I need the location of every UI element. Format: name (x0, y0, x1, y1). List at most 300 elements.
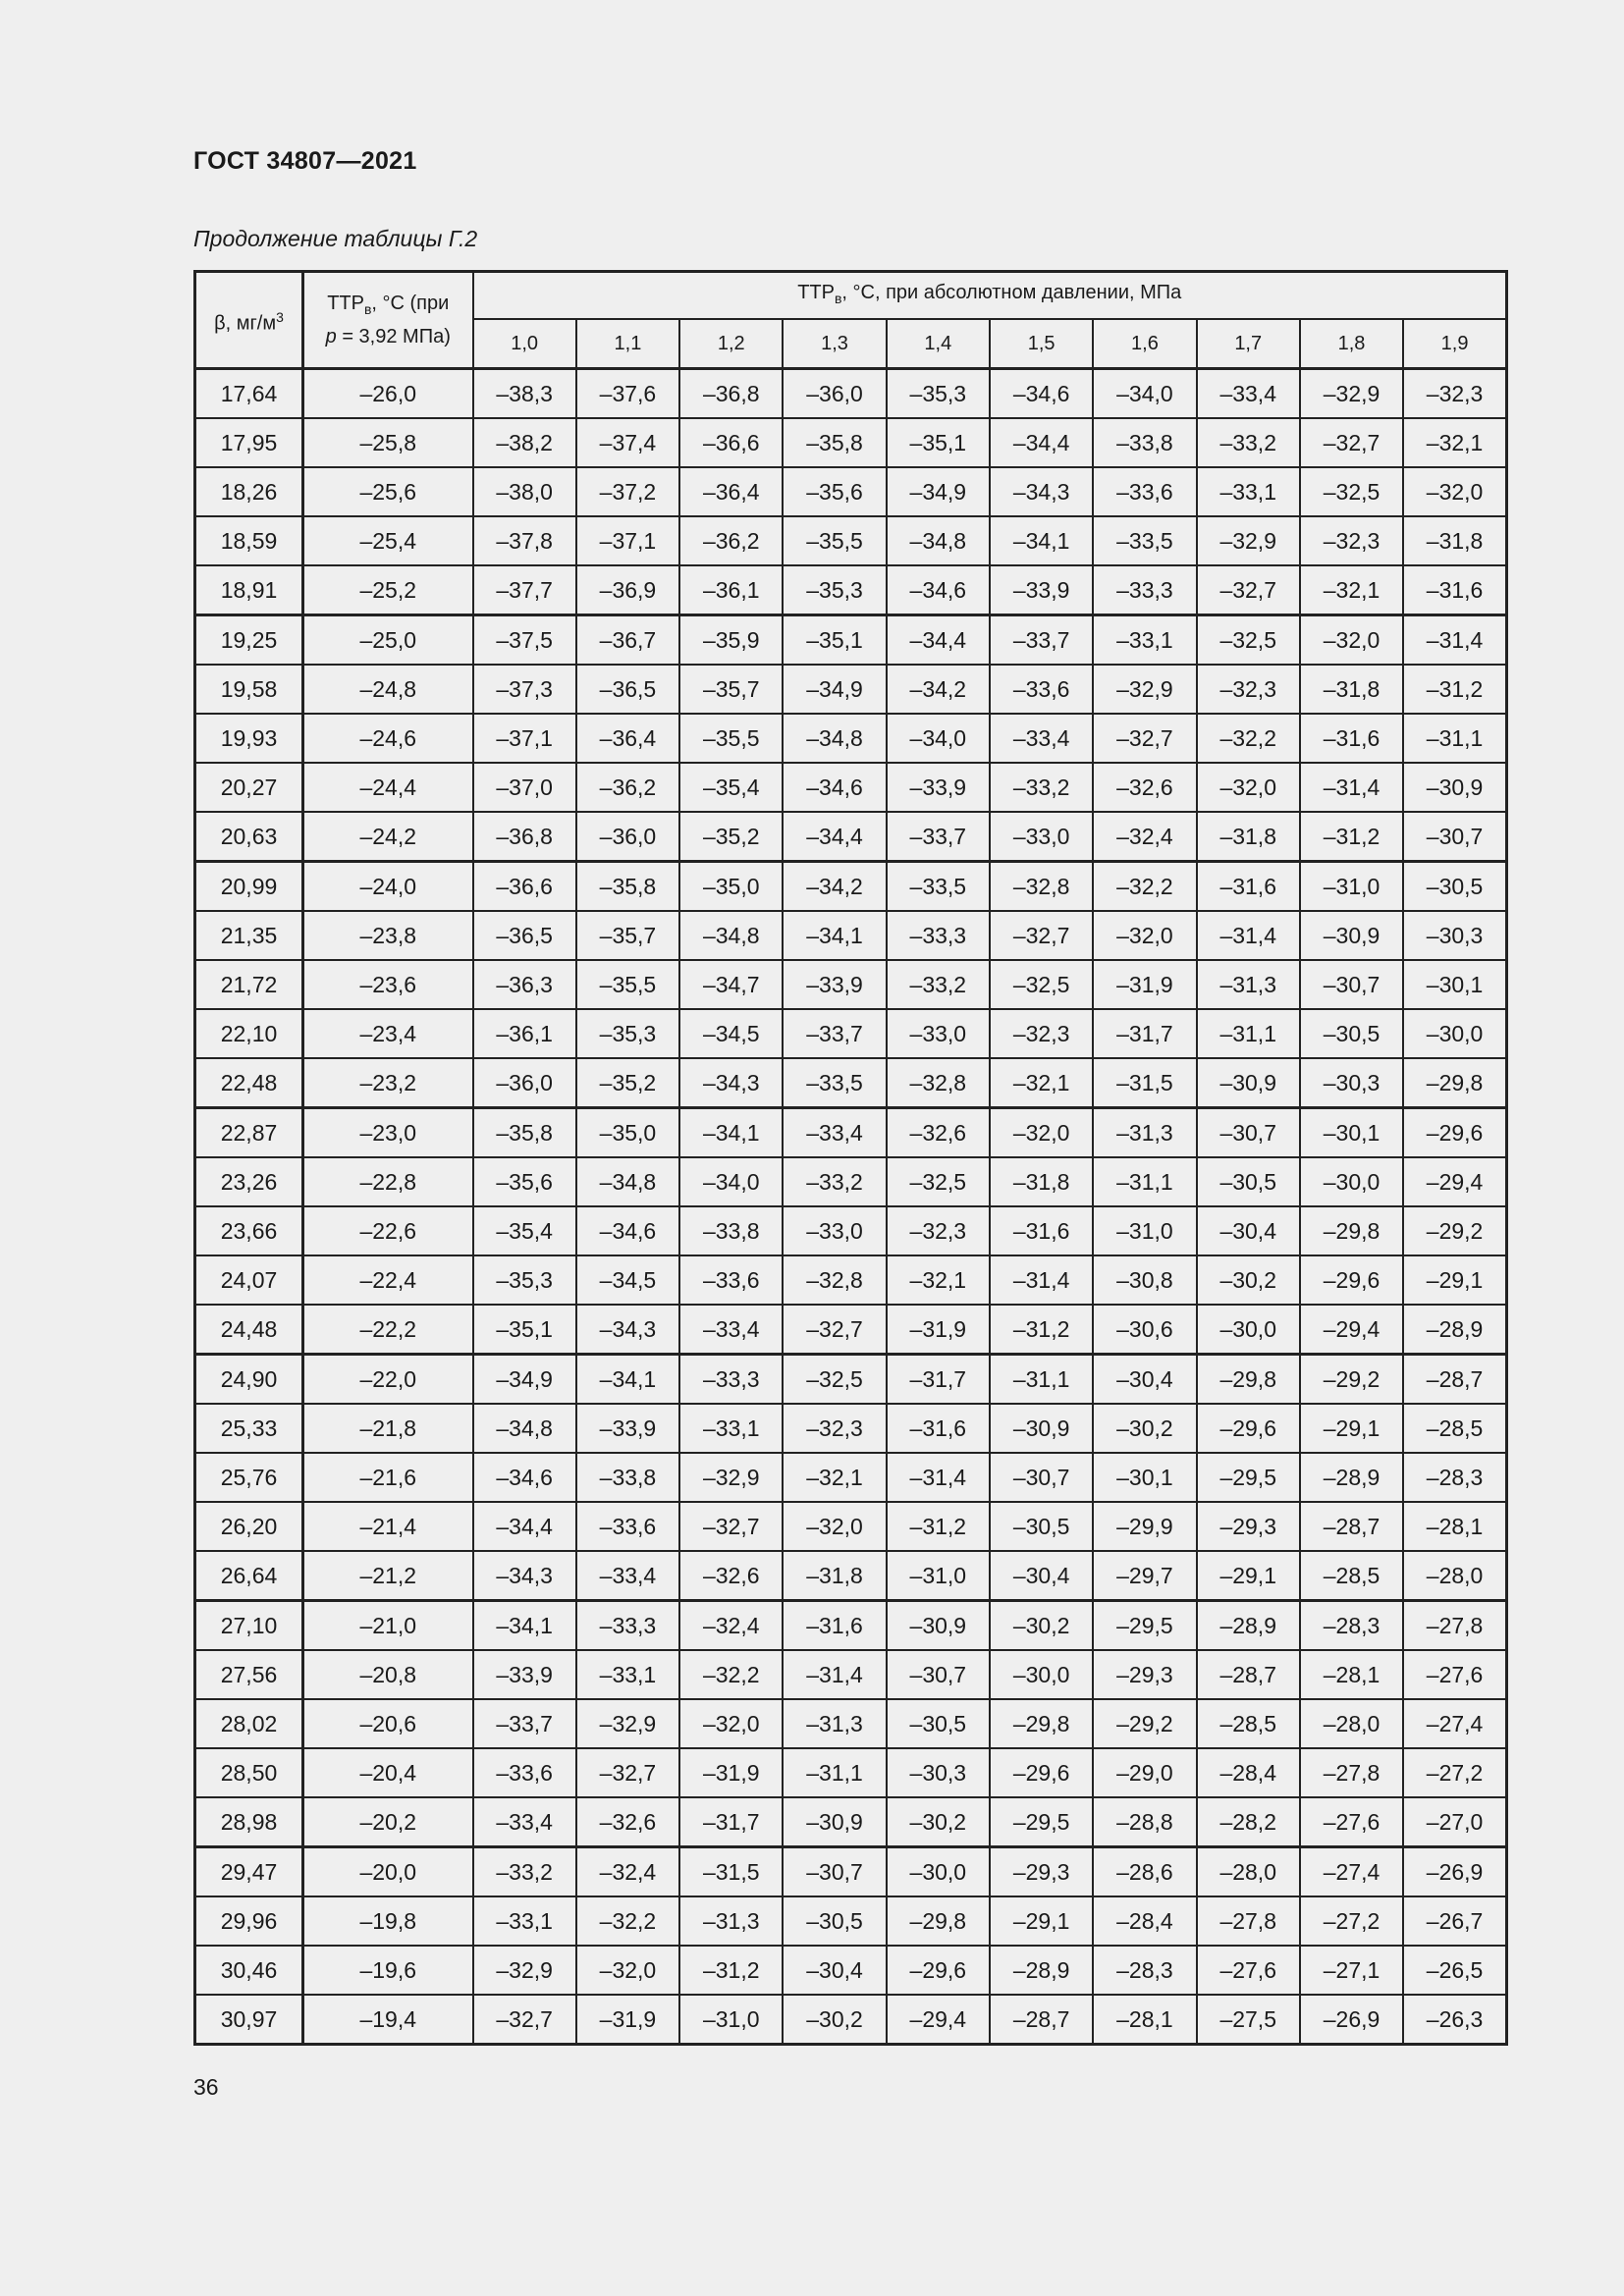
ttr-value-cell: –29,8 (1403, 1058, 1506, 1108)
ttr-value-cell: –32,6 (1093, 763, 1196, 812)
ttr-value-cell: –32,6 (576, 1797, 679, 1847)
ttr-value-cell: –33,4 (473, 1797, 576, 1847)
ttr-value-cell: –29,9 (1093, 1502, 1196, 1551)
table-row (195, 1255, 1507, 1305)
beta-cell: 19,25 (195, 615, 303, 666)
ttr-value-cell: –32,0 (1300, 615, 1403, 666)
ttr-value-cell: –28,1 (1093, 1995, 1196, 2045)
ttr-value-cell: –36,0 (473, 1058, 576, 1108)
beta-cell: 30,97 (195, 1995, 303, 2045)
beta-cell: 26,20 (195, 1502, 303, 1551)
ttr-value-cell: –29,2 (1300, 1355, 1403, 1405)
beta-cell: 28,50 (195, 1748, 303, 1797)
ttr-value-cell: –33,2 (1197, 418, 1300, 467)
ttr-value-cell: –30,0 (1197, 1305, 1300, 1355)
ttr-value-cell: –29,6 (1300, 1255, 1403, 1305)
ttr-value-cell: –32,2 (1093, 862, 1196, 912)
ttr-value-cell: –34,6 (887, 565, 990, 615)
ttr-value-cell: –31,3 (783, 1699, 886, 1748)
ttr-value-cell: –32,8 (783, 1255, 886, 1305)
ttr-value-cell: –33,7 (473, 1699, 576, 1748)
ttr-392-cell: –24,2 (303, 812, 473, 862)
ttr-value-cell: –31,7 (1093, 1009, 1196, 1058)
table-row (195, 763, 1507, 812)
ttr-value-cell: –34,3 (679, 1058, 783, 1108)
ttr-value-cell: –30,7 (1403, 812, 1506, 862)
ttr-value-cell: –34,8 (887, 516, 990, 565)
ttr-value-cell: –32,5 (990, 960, 1093, 1009)
ttr-value-cell: –33,7 (990, 615, 1093, 666)
ttr-value-cell: –28,1 (1300, 1650, 1403, 1699)
ttr-value-cell: –35,8 (783, 418, 886, 467)
ttr-value-cell: –32,4 (576, 1847, 679, 1897)
ttr-value-cell: –33,9 (887, 763, 990, 812)
ttr-value-cell: –30,4 (990, 1551, 1093, 1601)
ttr-value-cell: –29,5 (1093, 1601, 1196, 1651)
table-row (195, 665, 1507, 714)
ttr-value-cell: –37,3 (473, 665, 576, 714)
ttr-value-cell: –28,9 (990, 1946, 1093, 1995)
ttr-value-cell: –32,3 (887, 1206, 990, 1255)
ttr-value-cell: –31,9 (576, 1995, 679, 2045)
ttr-value-cell: –30,7 (1197, 1108, 1300, 1158)
ttr-value-cell: –37,6 (576, 369, 679, 419)
ttr-value-cell: –33,4 (576, 1551, 679, 1601)
ttr-value-cell: –34,6 (990, 369, 1093, 419)
ttr-392-cell: –21,6 (303, 1453, 473, 1502)
beta-cell: 19,93 (195, 714, 303, 763)
table-row (195, 1404, 1507, 1453)
ttr-value-cell: –35,8 (473, 1108, 576, 1158)
ttr-value-cell: –32,0 (990, 1108, 1093, 1158)
ttr-392-cell: –24,4 (303, 763, 473, 812)
table-row (195, 615, 1507, 666)
ttr-value-cell: –32,7 (1197, 565, 1300, 615)
pressure-header-cell: 1,2 (679, 319, 783, 369)
ttr-value-cell: –32,0 (1197, 763, 1300, 812)
ttr-value-cell: –37,8 (473, 516, 576, 565)
ttr-value-cell: –30,3 (887, 1748, 990, 1797)
ttr-value-cell: –35,2 (576, 1058, 679, 1108)
table-row (195, 418, 1507, 467)
ttr-value-cell: –36,9 (576, 565, 679, 615)
ttr-value-cell: –32,1 (990, 1058, 1093, 1108)
beta-cell: 18,91 (195, 565, 303, 615)
ttr-value-cell: –34,4 (887, 615, 990, 666)
table-row (195, 1453, 1507, 1502)
ttr-value-cell: –31,6 (990, 1206, 1093, 1255)
table-row (195, 714, 1507, 763)
ttr-value-cell: –30,5 (1197, 1157, 1300, 1206)
ttr-value-cell: –36,5 (473, 911, 576, 960)
ttr-value-cell: –28,4 (1197, 1748, 1300, 1797)
table-row (195, 1009, 1507, 1058)
table-row (195, 1355, 1507, 1405)
ttr-value-cell: –31,4 (783, 1650, 886, 1699)
ttr-value-cell: –34,1 (473, 1601, 576, 1651)
ttr-value-cell: –28,3 (1300, 1601, 1403, 1651)
table-row (195, 565, 1507, 615)
ttr-value-cell: –26,9 (1403, 1847, 1506, 1897)
beta-cell: 20,63 (195, 812, 303, 862)
ttr-value-cell: –27,4 (1403, 1699, 1506, 1748)
ttr-value-cell: –36,7 (576, 615, 679, 666)
ttr-value-cell: –32,5 (1197, 615, 1300, 666)
table-row (195, 1797, 1507, 1847)
ttr-value-cell: –35,1 (783, 615, 886, 666)
ttr-392-cell: –21,8 (303, 1404, 473, 1453)
ttr-value-cell: –38,3 (473, 369, 576, 419)
ttr-value-cell: –33,4 (1197, 369, 1300, 419)
ttr-value-cell: –32,3 (1197, 665, 1300, 714)
ttr-value-cell: –37,7 (473, 565, 576, 615)
ttr-value-cell: –31,3 (1093, 1108, 1196, 1158)
ttr-value-cell: –35,4 (679, 763, 783, 812)
ttr-value-cell: –37,1 (473, 714, 576, 763)
ttr-value-cell: –29,6 (990, 1748, 1093, 1797)
ttr-value-cell: –28,4 (1093, 1896, 1196, 1946)
table-container (193, 270, 1508, 2046)
ttr-value-cell: –35,4 (473, 1206, 576, 1255)
ttr-value-cell: –29,8 (1300, 1206, 1403, 1255)
beta-cell: 26,64 (195, 1551, 303, 1601)
ttr-value-cell: –29,0 (1093, 1748, 1196, 1797)
ttr-value-cell: –31,8 (783, 1551, 886, 1601)
ttr-value-cell: –35,3 (887, 369, 990, 419)
ttr-value-cell: –31,7 (887, 1355, 990, 1405)
ttr-392-cell: –22,8 (303, 1157, 473, 1206)
ttr-value-cell: –28,3 (1093, 1946, 1196, 1995)
table-row (195, 1305, 1507, 1355)
ttr-value-cell: –33,1 (679, 1404, 783, 1453)
ttr-value-cell: –31,8 (1197, 812, 1300, 862)
pressure-header-cell: 1,7 (1197, 319, 1300, 369)
ttr-value-cell: –33,2 (990, 763, 1093, 812)
table-row (195, 1847, 1507, 1897)
pressure-header-cell: 1,3 (783, 319, 886, 369)
ttr-value-cell: –33,3 (1093, 565, 1196, 615)
page-number: 36 (193, 2074, 219, 2100)
ttr-value-cell: –35,1 (473, 1305, 576, 1355)
ttr-value-cell: –36,3 (473, 960, 576, 1009)
header-beta: β, $мг/м^3$ (195, 272, 303, 369)
ttr-value-cell: –33,8 (679, 1206, 783, 1255)
ttr-value-cell: –31,4 (1197, 911, 1300, 960)
ttr-value-cell: –33,4 (679, 1305, 783, 1355)
ttr-value-cell: –26,7 (1403, 1896, 1506, 1946)
ttr-value-cell: –34,8 (783, 714, 886, 763)
ttr-value-cell: –31,6 (1197, 862, 1300, 912)
ttr-value-cell: –30,5 (1403, 862, 1506, 912)
beta-cell: 21,72 (195, 960, 303, 1009)
ttr-value-cell: –36,8 (473, 812, 576, 862)
ttr-value-cell: –31,1 (1403, 714, 1506, 763)
ttr-value-cell: –30,7 (887, 1650, 990, 1699)
ttr-value-cell: –36,8 (679, 369, 783, 419)
ttr-value-cell: –32,4 (1093, 812, 1196, 862)
ttr-value-cell: –32,1 (1403, 418, 1506, 467)
ttr-value-cell: –29,5 (990, 1797, 1093, 1847)
ttr-value-cell: –29,8 (887, 1896, 990, 1946)
ttr-value-cell: –34,6 (576, 1206, 679, 1255)
ttr-value-cell: –32,3 (990, 1009, 1093, 1058)
ttr-value-cell: –31,1 (990, 1355, 1093, 1405)
ttr-value-cell: –28,7 (1403, 1355, 1506, 1405)
table-row (195, 1551, 1507, 1601)
table-row (195, 1946, 1507, 1995)
ttr-value-cell: –36,5 (576, 665, 679, 714)
table-row (195, 1058, 1507, 1108)
ttr-value-cell: –32,7 (576, 1748, 679, 1797)
ttr-value-cell: –32,6 (887, 1108, 990, 1158)
ttr-value-cell: –30,3 (1403, 911, 1506, 960)
ttr-value-cell: –37,1 (576, 516, 679, 565)
ttr-392-cell: –24,6 (303, 714, 473, 763)
ttr-value-cell: –32,7 (783, 1305, 886, 1355)
ttr-value-cell: –30,2 (1197, 1255, 1300, 1305)
ttr-value-cell: –35,0 (679, 862, 783, 912)
table-row (195, 467, 1507, 516)
ttr-value-cell: –30,9 (887, 1601, 990, 1651)
ttr-392-cell: –20,2 (303, 1797, 473, 1847)
ttr-value-cell: –35,3 (576, 1009, 679, 1058)
ttr-value-cell: –28,7 (990, 1995, 1093, 2045)
ttr-value-cell: –32,9 (1300, 369, 1403, 419)
ttr-value-cell: –32,6 (679, 1551, 783, 1601)
ttr-value-cell: –27,6 (1197, 1946, 1300, 1995)
ttr-value-cell: –28,8 (1093, 1797, 1196, 1847)
ttr-value-cell: –32,1 (783, 1453, 886, 1502)
ttr-value-cell: –29,3 (1197, 1502, 1300, 1551)
ttr-value-cell: –34,8 (576, 1157, 679, 1206)
ttr-value-cell: –28,0 (1197, 1847, 1300, 1897)
beta-cell: 22,87 (195, 1108, 303, 1158)
ttr-value-cell: –33,5 (783, 1058, 886, 1108)
beta-cell: 27,10 (195, 1601, 303, 1651)
ttr-value-cell: –28,5 (1197, 1699, 1300, 1748)
table-body (195, 369, 1507, 2045)
ttr-value-cell: –33,3 (576, 1601, 679, 1651)
beta-cell: 18,26 (195, 467, 303, 516)
ttr-value-cell: –34,9 (473, 1355, 576, 1405)
ttr-value-cell: –29,6 (887, 1946, 990, 1995)
ttr-value-cell: –32,9 (473, 1946, 576, 1995)
ttr-value-cell: –28,7 (1300, 1502, 1403, 1551)
ttr-value-cell: –31,6 (887, 1404, 990, 1453)
ttr-value-cell: –30,9 (1300, 911, 1403, 960)
ttr-value-cell: –30,0 (887, 1847, 990, 1897)
ttr-392-cell: –25,2 (303, 565, 473, 615)
table-row (195, 1108, 1507, 1158)
ttr-value-cell: –29,6 (1403, 1108, 1506, 1158)
ttr-value-cell: –30,3 (1300, 1058, 1403, 1108)
ttr-value-cell: –29,4 (1403, 1157, 1506, 1206)
ttr-value-cell: –32,5 (783, 1355, 886, 1405)
ttr-value-cell: –34,6 (473, 1453, 576, 1502)
ttr-value-cell: –36,4 (576, 714, 679, 763)
ttr-value-cell: –36,1 (679, 565, 783, 615)
ttr-392-cell: –24,8 (303, 665, 473, 714)
ttr-value-cell: –33,6 (990, 665, 1093, 714)
ttr-value-cell: –27,8 (1300, 1748, 1403, 1797)
ttr-value-cell: –37,2 (576, 467, 679, 516)
ttr-value-cell: –33,7 (783, 1009, 886, 1058)
ttr-value-cell: –30,9 (990, 1404, 1093, 1453)
ttr-value-cell: –30,2 (783, 1995, 886, 2045)
ttr-value-cell: –35,9 (679, 615, 783, 666)
ttr-392-cell: –22,4 (303, 1255, 473, 1305)
ttr-value-cell: –34,0 (679, 1157, 783, 1206)
ttr-value-cell: –29,2 (1093, 1699, 1196, 1748)
ttr-value-cell: –30,0 (990, 1650, 1093, 1699)
ttr-value-cell: –34,4 (473, 1502, 576, 1551)
beta-cell: 28,02 (195, 1699, 303, 1748)
ttr-value-cell: –27,1 (1300, 1946, 1403, 1995)
ttr-392-cell: –19,6 (303, 1946, 473, 1995)
ttr-value-cell: –33,6 (1093, 467, 1196, 516)
data-table (193, 270, 1508, 2046)
ttr-value-cell: –27,2 (1403, 1748, 1506, 1797)
ttr-392-cell: –21,0 (303, 1601, 473, 1651)
ttr-value-cell: –28,9 (1300, 1453, 1403, 1502)
ttr-value-cell: –30,1 (1403, 960, 1506, 1009)
ttr-value-cell: –34,5 (679, 1009, 783, 1058)
ttr-value-cell: –32,0 (679, 1699, 783, 1748)
ttr-value-cell: –34,4 (990, 418, 1093, 467)
ttr-value-cell: –31,7 (679, 1797, 783, 1847)
ttr-value-cell: –31,0 (679, 1995, 783, 2045)
ttr-value-cell: –32,9 (1197, 516, 1300, 565)
ttr-value-cell: –27,8 (1197, 1896, 1300, 1946)
ttr-value-cell: –31,2 (679, 1946, 783, 1995)
ttr-value-cell: –30,5 (990, 1502, 1093, 1551)
ttr-value-cell: –32,9 (679, 1453, 783, 1502)
ttr-value-cell: –31,8 (1403, 516, 1506, 565)
ttr-value-cell: –28,1 (1403, 1502, 1506, 1551)
beta-cell: 22,10 (195, 1009, 303, 1058)
ttr-value-cell: –35,7 (679, 665, 783, 714)
pressure-header-cell: 1,0 (473, 319, 576, 369)
ttr-value-cell: –28,9 (1403, 1305, 1506, 1355)
ttr-value-cell: –30,7 (783, 1847, 886, 1897)
ttr-392-cell: –23,2 (303, 1058, 473, 1108)
ttr-value-cell: –35,3 (473, 1255, 576, 1305)
ttr-value-cell: –35,5 (783, 516, 886, 565)
ttr-value-cell: –37,5 (473, 615, 576, 666)
ttr-value-cell: –31,0 (887, 1551, 990, 1601)
ttr-value-cell: –31,3 (1197, 960, 1300, 1009)
ttr-value-cell: –33,5 (887, 862, 990, 912)
ttr-value-cell: –35,7 (576, 911, 679, 960)
table-row (195, 1502, 1507, 1551)
ttr-value-cell: –29,8 (990, 1699, 1093, 1748)
ttr-value-cell: –36,0 (783, 369, 886, 419)
ttr-value-cell: –30,1 (1300, 1108, 1403, 1158)
ttr-value-cell: –31,0 (1300, 862, 1403, 912)
ttr-value-cell: –29,1 (1403, 1255, 1506, 1305)
ttr-value-cell: –29,4 (1300, 1305, 1403, 1355)
ttr-value-cell: –28,5 (1403, 1404, 1506, 1453)
ttr-value-cell: –34,8 (679, 911, 783, 960)
ttr-value-cell: –34,3 (990, 467, 1093, 516)
ttr-value-cell: –31,0 (1093, 1206, 1196, 1255)
ttr-value-cell: –27,4 (1300, 1847, 1403, 1897)
ttr-value-cell: –33,0 (783, 1206, 886, 1255)
ttr-value-cell: –32,5 (1300, 467, 1403, 516)
ttr-value-cell: –35,6 (783, 467, 886, 516)
ttr-value-cell: –33,1 (1197, 467, 1300, 516)
ttr-392-cell: –24,0 (303, 862, 473, 912)
ttr-value-cell: –36,6 (473, 862, 576, 912)
ttr-value-cell: –32,8 (887, 1058, 990, 1108)
ttr-392-cell: –20,6 (303, 1699, 473, 1748)
ttr-value-cell: –29,8 (1197, 1355, 1300, 1405)
ttr-392-cell: –23,6 (303, 960, 473, 1009)
table-row (195, 1748, 1507, 1797)
ttr-value-cell: –31,6 (783, 1601, 886, 1651)
header-ttr-at-392: $ТТР_в$, °С (при p = 3,92 МПа) (303, 272, 473, 369)
ttr-value-cell: –34,8 (473, 1404, 576, 1453)
ttr-value-cell: –30,4 (783, 1946, 886, 1995)
ttr-value-cell: –30,6 (1093, 1305, 1196, 1355)
table-row (195, 911, 1507, 960)
ttr-value-cell: –35,2 (679, 812, 783, 862)
ttr-value-cell: –27,8 (1403, 1601, 1506, 1651)
ttr-value-cell: –33,4 (990, 714, 1093, 763)
ttr-value-cell: –31,2 (1300, 812, 1403, 862)
ttr-value-cell: –33,4 (783, 1108, 886, 1158)
beta-cell: 22,48 (195, 1058, 303, 1108)
ttr-value-cell: –33,2 (473, 1847, 576, 1897)
ttr-value-cell: –32,8 (990, 862, 1093, 912)
ttr-value-cell: –32,4 (679, 1601, 783, 1651)
ttr-value-cell: –31,6 (1300, 714, 1403, 763)
ttr-value-cell: –34,1 (990, 516, 1093, 565)
ttr-392-cell: –20,8 (303, 1650, 473, 1699)
ttr-value-cell: –32,7 (990, 911, 1093, 960)
ttr-value-cell: –36,4 (679, 467, 783, 516)
ttr-value-cell: –32,3 (1300, 516, 1403, 565)
ttr-value-cell: –33,9 (473, 1650, 576, 1699)
table-row (195, 369, 1507, 419)
beta-cell: 27,56 (195, 1650, 303, 1699)
ttr-value-cell: –35,3 (783, 565, 886, 615)
ttr-value-cell: –32,2 (1197, 714, 1300, 763)
ttr-value-cell: –33,2 (887, 960, 990, 1009)
ttr-value-cell: –29,1 (1300, 1404, 1403, 1453)
ttr-value-cell: –31,6 (1403, 565, 1506, 615)
ttr-value-cell: –30,9 (1197, 1058, 1300, 1108)
pressure-header-cell: 1,4 (887, 319, 990, 369)
ttr-value-cell: –32,0 (783, 1502, 886, 1551)
beta-cell: 20,27 (195, 763, 303, 812)
ttr-value-cell: –30,9 (783, 1797, 886, 1847)
header-pressure-group: $ТТР_в$, °С, при абсолютном давлении, МПа (473, 272, 1507, 320)
table-row (195, 1157, 1507, 1206)
ttr-value-cell: –32,3 (783, 1404, 886, 1453)
ttr-value-cell: –32,9 (1093, 665, 1196, 714)
ttr-value-cell: –26,5 (1403, 1946, 1506, 1995)
table-row (195, 862, 1507, 912)
ttr-value-cell: –30,5 (783, 1896, 886, 1946)
ttr-value-cell: –32,0 (1093, 911, 1196, 960)
ttr-392-cell: –23,4 (303, 1009, 473, 1058)
ttr-value-cell: –31,8 (990, 1157, 1093, 1206)
ttr-value-cell: –28,0 (1403, 1551, 1506, 1601)
ttr-value-cell: –37,0 (473, 763, 576, 812)
ttr-value-cell: –31,1 (1093, 1157, 1196, 1206)
ttr-value-cell: –32,2 (679, 1650, 783, 1699)
